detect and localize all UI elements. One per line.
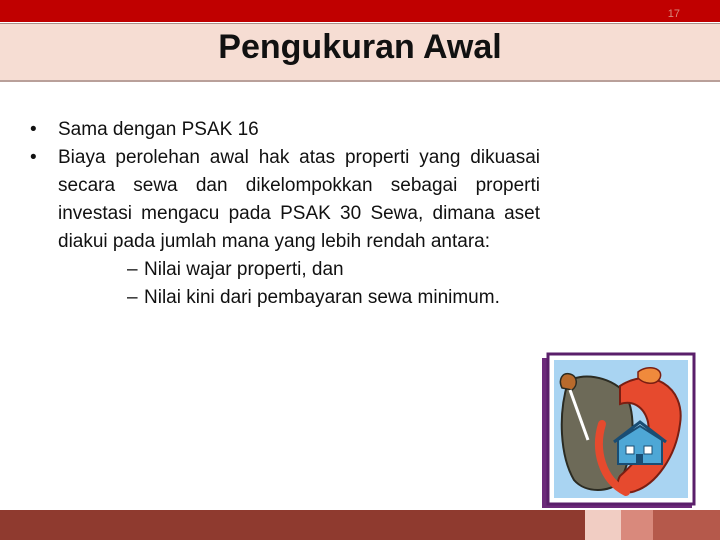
bullet-item bbox=[30, 116, 540, 144]
sub-item-text: Nilai kini dari pembayaran sewa minimum. bbox=[144, 287, 500, 308]
slide-body bbox=[30, 116, 540, 312]
sub-item-text: Nilai wajar properti, dan bbox=[144, 259, 344, 280]
bullet-text: Biaya perolehan awal hak atas properti yang dikuasai secara sewa dan dikelompokkan sebagai properti investasi mengacu pada PSAK 30 Sewa, dimana aset diakui pada jumlah mana yang lebih rendah antara: bbox=[58, 147, 540, 252]
slide-title: Pengukuran Awal bbox=[218, 28, 502, 66]
footer-main-segment bbox=[0, 510, 585, 540]
footer-accent-segment bbox=[621, 510, 653, 540]
footer-bar bbox=[0, 510, 720, 540]
bullet-marker: • bbox=[30, 147, 37, 168]
dash-marker: – bbox=[127, 287, 138, 308]
sub-item bbox=[47, 284, 540, 312]
sub-item bbox=[47, 256, 540, 284]
dash-marker: – bbox=[127, 259, 138, 280]
top-accent-bar bbox=[0, 0, 720, 23]
house-lease-clipart bbox=[540, 352, 700, 512]
footer-accent-segment bbox=[653, 510, 720, 540]
page-number: 17 bbox=[667, 8, 680, 20]
bullet-marker: • bbox=[30, 119, 37, 140]
bullet-item bbox=[30, 144, 540, 256]
bullet-text: Sama dengan PSAK 16 bbox=[58, 119, 259, 140]
footer-accent-segment bbox=[585, 510, 621, 540]
